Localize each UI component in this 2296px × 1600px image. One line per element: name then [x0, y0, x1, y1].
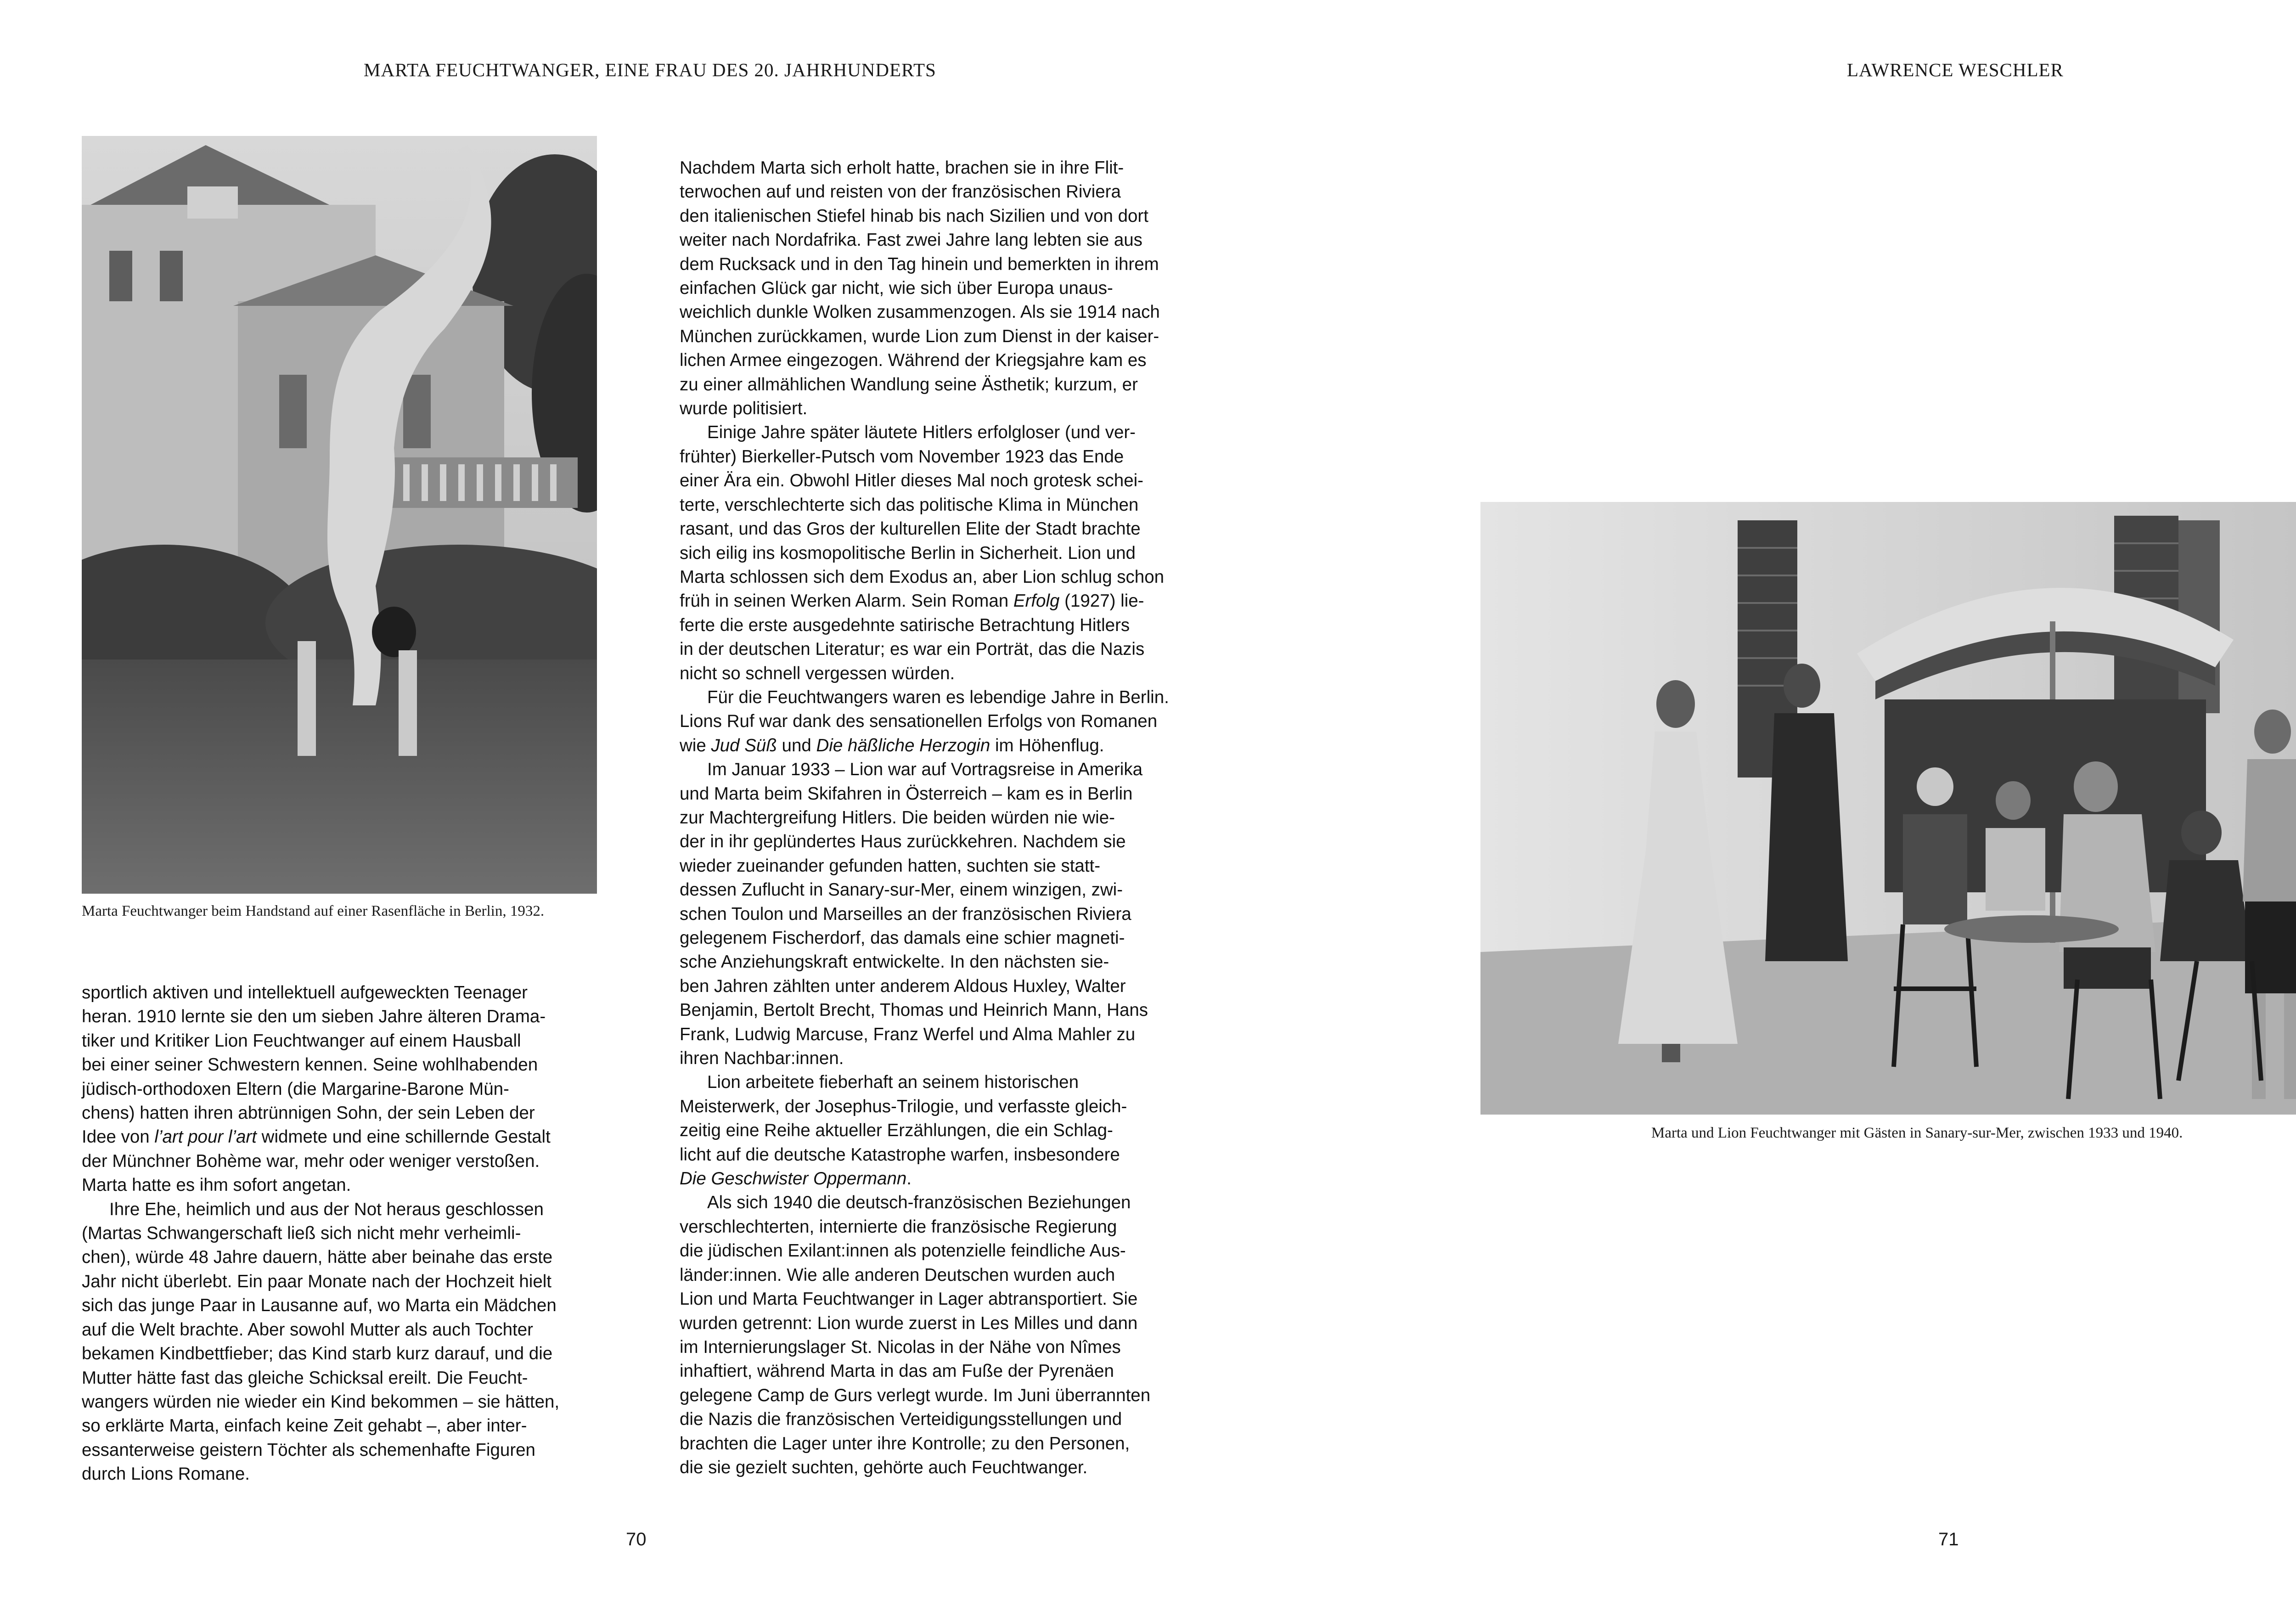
text-run: Marta hatte es ihm sofort angetan.: [82, 1175, 351, 1195]
text-line: [680, 758, 1169, 782]
text-line: [82, 1366, 559, 1390]
text-line: [82, 1125, 559, 1149]
text-line: [680, 1456, 1169, 1480]
text-run: Frank, Ludwig Marcuse, Franz Werfel und Alma Mahler zu: [680, 1024, 1136, 1044]
text-line: [680, 493, 1169, 517]
text-line: [680, 1143, 1169, 1167]
text-run: verschlechterten, internierte die französische Regierung: [680, 1217, 1117, 1237]
text-run: chen), würde 48 Jahre dauern, hätte aber beinahe das erste: [82, 1247, 553, 1268]
book-title: Jud Süß: [711, 735, 777, 755]
text-run: .: [906, 1169, 912, 1189]
text-run: terte, verschlechterte sich das politische Klima in München: [680, 495, 1139, 515]
text-line: [680, 1239, 1169, 1263]
text-line: [680, 469, 1169, 493]
text-line: [82, 1173, 559, 1197]
text-line: [680, 830, 1169, 854]
text-line: [680, 373, 1169, 397]
text-line: [680, 541, 1169, 565]
text-line: [82, 1077, 559, 1101]
text-line: [680, 253, 1169, 276]
text-line: [82, 1029, 559, 1053]
text-line: [680, 998, 1169, 1022]
text-line: [82, 1294, 559, 1318]
body-column-right: [680, 156, 1169, 1480]
text-line: [680, 637, 1169, 661]
text-line: [680, 300, 1169, 324]
text-run: die Nazis die französischen Verteidigungsstellungen und: [680, 1409, 1122, 1430]
text-run: sportlich aktiven und intellektuell aufgeweckten Teenager: [82, 983, 528, 1003]
text-run: gelegenem Fischerdorf, das damals eine schier magneti-: [680, 928, 1125, 948]
text-run: Einige Jahre später läutete Hitlers erfolgloser (und ver-: [707, 423, 1136, 443]
text-line: [680, 1191, 1169, 1215]
text-run: einfachen Glück gar nicht, wie sich über Europa unaus-: [680, 278, 1113, 299]
handstand-photo: [82, 136, 597, 894]
text-run: der Münchner Bohème war, mehr oder weniger verstoßen.: [82, 1151, 540, 1171]
text-line: [680, 517, 1169, 541]
text-line: [680, 975, 1169, 998]
text-line: [680, 421, 1169, 445]
text-run: sich das junge Paar in Lausanne auf, wo Marta ein Mädchen: [82, 1296, 557, 1316]
text-run: Als sich 1940 die deutsch-französischen Beziehungen: [707, 1193, 1131, 1213]
text-line: [680, 204, 1169, 228]
text-line: [680, 445, 1169, 469]
text-run: Nachdem Marta sich erholt hatte, brachen sie in ihre Flit-: [680, 158, 1124, 178]
text-run: schen Toulon und Marseilles an der französischen Riviera: [680, 904, 1131, 924]
text-run: heran. 1910 lernte sie den um sieben Jahre älteren Drama-: [82, 1007, 546, 1027]
text-run: sich eilig ins kosmopolitische Berlin in Sicherheit. Lion und: [680, 543, 1136, 563]
text-run: wurde politisiert.: [680, 399, 808, 419]
text-line: [82, 1222, 559, 1245]
text-line: [82, 1053, 559, 1077]
text-run: (1927) lie-: [1059, 591, 1144, 611]
text-line: [680, 1359, 1169, 1383]
text-line: [680, 1215, 1169, 1239]
text-run: im Internierungslager St. Nicolas in der Nähe von Nîmes: [680, 1337, 1121, 1357]
text-run: zur Machtergreifung Hitlers. Die beiden würden nie wie-: [680, 807, 1115, 828]
text-run: Lion arbeitete fieberhaft an seinem historischen: [707, 1072, 1079, 1093]
text-line: [82, 1414, 559, 1438]
text-line: [680, 589, 1169, 613]
text-run: ben Jahren zählten unter anderem Aldous Huxley, Walter: [680, 976, 1126, 996]
text-line: [82, 1198, 559, 1222]
text-run: Für die Feuchtwangers waren es lebendige Jahre in Berlin.: [707, 687, 1169, 707]
text-run: wurden getrennt: Lion wurde zuerst in Les Milles und dann: [680, 1313, 1138, 1333]
text-run: Mutter hätte fast das gleiche Schicksal ereilt. Die Feucht-: [82, 1368, 528, 1388]
sanary-photo: [1480, 502, 2296, 1115]
text-run: gelegene Camp de Gurs verlegt wurde. Im Juni überrannten: [680, 1385, 1151, 1405]
text-run: einer Ära ein. Obwohl Hitler dieses Mal noch grotesk schei-: [680, 471, 1144, 491]
sanary-caption: Marta und Lion Feuchtwanger mit Gästen in Sanary-sur-Mer, zwischen 1933 und 1940.: [1651, 1125, 2183, 1141]
text-run: Ihre Ehe, heimlich und aus der Not heraus geschlossen: [109, 1199, 544, 1219]
text-line: [82, 1149, 559, 1173]
running-head-left: MARTA FEUCHTWANGER, EINE FRAU DES 20. JAHRHUNDERTS: [364, 59, 936, 80]
text-line: [680, 710, 1169, 733]
text-line: [82, 1245, 559, 1269]
text-line: [680, 1023, 1169, 1047]
text-run: länder:innen. Wie alle anderen Deutschen wurden auch: [680, 1265, 1115, 1285]
text-run: Jahr nicht überlebt. Ein paar Monate nach der Hochzeit hielt: [82, 1271, 551, 1291]
text-run: bekamen Kindbettfieber; das Kind starb kurz darauf, und die: [82, 1344, 553, 1364]
book-title: Die Geschwister Oppermann: [680, 1169, 907, 1189]
handstand-caption: Marta Feuchtwanger beim Handstand auf einer Rasenfläche in Berlin, 1932.: [82, 903, 545, 919]
body-column-left: [82, 981, 559, 1487]
text-run: wie: [680, 735, 711, 755]
text-run: inhaftiert, während Marta in das am Fuße der Pyrenäen: [680, 1361, 1114, 1381]
text-run: bei einer seiner Schwestern kennen. Seine wohlhabenden: [82, 1055, 538, 1075]
text-line: [680, 1312, 1169, 1335]
text-line: [680, 1119, 1169, 1143]
text-line: [680, 180, 1169, 204]
text-line: [680, 1408, 1169, 1431]
text-line: [680, 156, 1169, 180]
text-line: [680, 1047, 1169, 1070]
text-run: widmete und eine schillernde Gestalt: [256, 1127, 551, 1147]
text-line: [680, 854, 1169, 878]
text-run: weichlich dunkle Wolken zusammenzogen. Als sie 1914 nach: [680, 302, 1160, 322]
text-run: licht auf die deutsche Katastrophe warfen, insbesondere: [680, 1144, 1120, 1165]
text-line: [82, 981, 559, 1005]
text-run: dessen Zuflucht in Sanary-sur-Mer, einem winzigen, zwi-: [680, 880, 1123, 900]
text-run: Marta schlossen sich dem Exodus an, aber Lion schlug schon: [680, 567, 1165, 587]
text-line: [680, 950, 1169, 974]
text-line: [680, 614, 1169, 637]
book-title: Die häßliche Herzogin: [816, 735, 990, 755]
text-line: [680, 902, 1169, 926]
text-run: so erklärte Marta, einfach keine Zeit gehabt –, aber inter-: [82, 1416, 527, 1436]
text-line: [680, 734, 1169, 758]
text-line: [680, 782, 1169, 806]
text-run: früh in seinen Werken Alarm. Sein Roman: [680, 591, 1013, 611]
text-line: [680, 1070, 1169, 1094]
text-run: München zurückkamen, wurde Lion zum Dienst in der kaiser-: [680, 326, 1159, 346]
page-number-right: 71: [1938, 1529, 1959, 1549]
text-run: dem Rucksack und in den Tag hinein und bemerkten in ihrem: [680, 254, 1159, 274]
text-line: [680, 276, 1169, 300]
text-run: tiker und Kritiker Lion Feuchtwanger auf einem Hausball: [82, 1031, 521, 1051]
text-run: und: [777, 735, 816, 755]
text-run: chens) hatten ihren abtrünnigen Sohn, der sein Leben der: [82, 1103, 535, 1123]
text-run: sche Anziehungskraft entwickelte. In den nächsten sie-: [680, 952, 1109, 972]
text-run: ferte die erste ausgedehnte satirische Betrachtung Hitlers: [680, 615, 1130, 635]
text-line: [82, 1101, 559, 1125]
text-run: Im Januar 1933 – Lion war auf Vortragsreise in Amerika: [707, 760, 1143, 780]
text-line: [82, 1342, 559, 1366]
text-run: (Martas Schwangerschaft ließ sich nicht mehr verheimli-: [82, 1223, 521, 1244]
text-run: den italienischen Stiefel hinab bis nach Sizilien und von dort: [680, 206, 1148, 226]
text-line: [680, 325, 1169, 349]
text-run: der in ihr geplündertes Haus zurückkehren. Nachdem sie: [680, 832, 1126, 852]
text-run: essanterweise geistern Töchter als schemenhafte Figuren: [82, 1440, 535, 1460]
text-run: Lions Ruf war dank des sensationellen Erfolgs von Romanen: [680, 711, 1158, 732]
text-line: [680, 397, 1169, 421]
text-run: Benjamin, Bertolt Brecht, Thomas und Heinrich Mann, Hans: [680, 1000, 1148, 1020]
text-line: [680, 1263, 1169, 1287]
text-run: frühter) Bierkeller-Putsch vom November 1923 das Ende: [680, 446, 1124, 467]
text-run: brachten die Lager unter ihre Kontrolle; zu den Personen,: [680, 1433, 1130, 1454]
text-line: [82, 1318, 559, 1342]
text-run: in der deutschen Literatur; es war ein Porträt, das die Nazis: [680, 639, 1145, 659]
text-line: [680, 565, 1169, 589]
book-title: l’art pour l’art: [154, 1127, 257, 1147]
text-line: [680, 662, 1169, 686]
text-run: wieder zueinander gefunden hatten, suchten sie statt-: [680, 856, 1101, 876]
text-line: [82, 1462, 559, 1486]
text-run: und Marta beim Skifahren in Österreich – kam es in Berlin: [680, 783, 1133, 804]
text-line: [680, 878, 1169, 902]
text-run: jüdisch-orthodoxen Eltern (die Margarine-Barone Mün-: [82, 1079, 509, 1099]
text-line: [680, 1384, 1169, 1408]
text-run: rasant, und das Gros der kulturellen Elite der Stadt brachte: [680, 519, 1141, 539]
text-run: zu einer allmählichen Wandlung seine Ästhetik; kurzum, er: [680, 374, 1138, 394]
text-run: lichen Armee eingezogen. Während der Kriegsjahre kam es: [680, 350, 1147, 371]
text-run: wangers würden nie wieder ein Kind bekommen – sie hätten,: [82, 1392, 560, 1412]
text-run: Idee von: [82, 1127, 155, 1147]
text-line: [82, 1390, 559, 1414]
text-line: [680, 926, 1169, 950]
text-run: Lion und Marta Feuchtwanger in Lager abtransportiert. Sie: [680, 1289, 1138, 1309]
text-run: Meisterwerk, der Josephus-Trilogie, und verfasste gleich-: [680, 1096, 1127, 1116]
book-title: Erfolg: [1013, 591, 1060, 611]
text-run: auf die Welt brachte. Aber sowohl Mutter als auch Tochter: [82, 1319, 533, 1340]
text-line: [82, 1270, 559, 1294]
text-run: weiter nach Nordafrika. Fast zwei Jahre lang lebten sie aus: [680, 230, 1142, 250]
text-line: [82, 1438, 559, 1462]
text-line: [680, 806, 1169, 830]
text-run: zeitig eine Reihe aktueller Erzählungen, die ein Schlag-: [680, 1121, 1113, 1141]
text-line: [680, 1432, 1169, 1456]
text-run: terwochen auf und reisten von der französischen Riviera: [680, 182, 1121, 202]
text-run: die sie gezielt suchten, gehörte auch Feuchtwanger.: [680, 1457, 1088, 1477]
text-line: [680, 1167, 1169, 1191]
text-run: durch Lions Romane.: [82, 1464, 250, 1484]
text-line: [680, 349, 1169, 372]
text-line: [680, 228, 1169, 252]
page-number-left: 70: [626, 1529, 647, 1549]
text-line: [680, 1095, 1169, 1119]
text-line: [680, 1287, 1169, 1311]
running-head-right: LAWRENCE WESCHLER: [1847, 59, 2064, 80]
text-run: im Höhenflug.: [990, 735, 1104, 755]
text-line: [680, 1335, 1169, 1359]
text-run: die jüdischen Exilant:innen als potenzielle feindliche Aus-: [680, 1241, 1126, 1261]
text-line: [680, 686, 1169, 710]
text-run: nicht so schnell vergessen würden.: [680, 663, 955, 683]
text-line: [82, 1005, 559, 1029]
text-run: ihren Nachbar:innen.: [680, 1048, 844, 1069]
